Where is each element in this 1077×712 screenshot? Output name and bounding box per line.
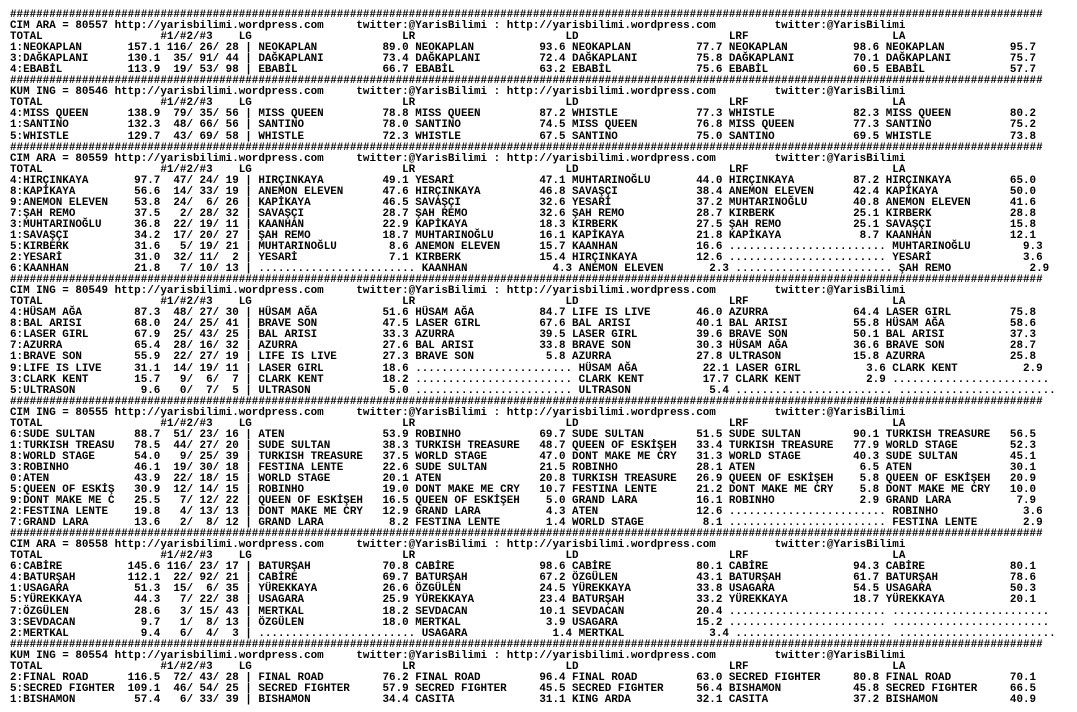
- horse-row: 1:USAGARA 51.3 15/ 6/ 35 | YÜREKKAYA 26.6 ÖZGÜLEN 24.5 YÜREKKAYA 33.8 USAGARA 54.5 USAGARA 50.3: [10, 583, 1037, 596]
- separator-line: ##############################################################################################################################################################: [10, 638, 1043, 651]
- separator-line: ##############################################################################################################################################################: [10, 141, 1043, 154]
- horse-row: 6:LASER GIRL 67.9 25/ 43/ 25 | BAL ARISI 33.3 AZURRA 39.5 LASER GIRL 39.6 BRAVE SON 50.1 BAL ARISI 37.3: [10, 329, 1037, 342]
- column-header: TOTAL #1/#2/#3 LG LR LD LRF LA: [10, 163, 906, 176]
- horse-row: 5:WHISTLE 129.7 43/ 69/ 58 | WHISTLE 72.3 WHISTLE 67.5 SANTINO 75.0 SANTINO 69.5 WHISTLE 73.8: [10, 130, 1037, 143]
- race-header: KUM ING = 80546 http://yarisbilimi.wordpress.com twitter:@YarisBilimi : http://yarisbilimi.wordpress.com twitter:@YarisBilimi: [10, 86, 906, 99]
- separator-line: ##############################################################################################################################################################: [10, 395, 1043, 408]
- horse-row: 1:SANTINO 132.3 48/ 66/ 56 | SANTINO 78.0 SANTINO 74.5 MISS QUEEN 76.8 MISS QUEEN 77.3 SANTINO 75.2: [10, 119, 1037, 132]
- race-header: KUM ING = 80554 http://yarisbilimi.wordpress.com twitter:@YarisBilimi : http://yarisbilimi.wordpress.com twitter:@YarisBilimi: [10, 649, 906, 662]
- horse-row: 7:ŞAH REMO 37.5 2/ 28/ 32 | SAVAŞÇI 28.7 ŞAH REMO 32.6 ŞAH REMO 28.7 KIRBERK 25.1 KIRBERK 28.8: [10, 207, 1037, 220]
- column-header: TOTAL #1/#2/#3 LG LR LD LRF LA: [10, 31, 906, 44]
- horse-row: 3:ROBINHO 46.1 19/ 30/ 18 | FESTINA LENTE 22.6 SUDE SULTAN 21.5 ROBINHO 28.1 ATEN 6.5 ATEN 30.1: [10, 461, 1037, 474]
- horse-row: 9:DONT MAKE ME C 25.5 7/ 12/ 22 | QUEEN OF ESKİŞEH 16.5 QUEEN OF ESKİŞEH 5.0 GRAND LARA 16.1 ROBINHO 2.9 GRAND LARA 7.9: [10, 495, 1037, 508]
- horse-row: 9:ANEMON ELEVEN 53.8 24/ 6/ 26 | KAPİKAYA 46.5 SAVAŞÇI 32.6 YESARİ 37.2 MUHTARINOĞLU 40.8 ANEMON ELEVEN 41.6: [10, 196, 1037, 209]
- horse-row: 1:BISHAMON 57.4 6/ 33/ 39 | BISHAMON 34.4 CASITA 31.1 KING ARDA 32.1 CASITA 37.2 BISHAMON 40.9: [10, 693, 1037, 706]
- column-header: TOTAL #1/#2/#3 LG LR LD LRF LA: [10, 296, 906, 309]
- horse-row: 0:ATEN 43.9 22/ 18/ 15 | WORLD STAGE 20.1 ATEN 20.8 TURKISH TREASURE 26.9 QUEEN OF ESKİŞEH 5.8 QUEEN OF ESKİŞEH 20.9: [10, 472, 1037, 485]
- race-header: CIM ARA = 80559 http://yarisbilimi.wordpress.com twitter:@YarisBilimi : http://yarisbilimi.wordpress.com twitter:@YarisBilimi: [10, 152, 906, 165]
- race-header: CIM ARA = 80557 http://yarisbilimi.wordpress.com twitter:@YarisBilimi : http://yarisbilimi.wordpress.com twitter:@YarisBilimi: [10, 20, 906, 33]
- column-header: TOTAL #1/#2/#3 LG LR LD LRF LA: [10, 660, 906, 673]
- horse-row: 5:YÜREKKAYA 44.3 7/ 22/ 38 | USAGARA 25.9 YÜREKKAYA 23.4 BATURŞAH 33.2 YÜREKKAYA 18.7 YÜREKKAYA 20.1: [10, 594, 1037, 607]
- horse-row: 1:TURKISH TREASU 78.5 44/ 27/ 20 | SUDE SULTAN 38.3 TURKISH TREASURE 48.7 QUEEN OF ESKİŞEH 33.4 TURKISH TREASURE 77.9 WORLD STAGE 52.3: [10, 439, 1037, 452]
- horse-row: 8:WORLD STAGE 54.0 9/ 25/ 39 | TURKISH TREASURE 37.5 WORLD STAGE 47.0 DONT MAKE ME CRY 31.3 WORLD STAGE 40.3 SUDE SULTAN 45.1: [10, 450, 1037, 463]
- horse-row: 4:MISS QUEEN 138.9 79/ 35/ 56 | MISS QUEEN 78.8 MISS QUEEN 87.2 WHISTLE 77.3 WHISTLE 82.3 MISS QUEEN 80.2: [10, 108, 1037, 121]
- horse-row: 2:MERTKAL 9.4 6/ 4/ 3 | ........................ USAGARA 1.4 MERTKAL 3.4 ........................ ........................: [10, 627, 1056, 640]
- horse-row: 5:KIRBERK 31.6 5/ 19/ 21 | MUHTARINOĞLU 8.6 ANEMON ELEVEN 15.7 KAANHAN 16.6 ........................ MUHTARINOĞLU 9.3: [10, 240, 1043, 253]
- column-header: TOTAL #1/#2/#3 LG LR LD LRF LA: [10, 550, 906, 563]
- horse-row: 6:CABİRE 145.6 116/ 23/ 17 | BATURŞAH 70.8 CABİRE 98.6 CABİRE 80.1 CABİRE 94.3 CABİRE 80.1: [10, 561, 1037, 574]
- horse-row: 5:SECRED FIGHTER 109.1 46/ 54/ 25 | SECRED FIGHTER 57.9 SECRED FIGHTER 45.5 SECRED FIGHTER 56.4 BISHAMON 45.8 SECRED FIGHTER 66.5: [10, 682, 1037, 695]
- horse-row: 7:GRAND LARA 13.6 2/ 8/ 12 | GRAND LARA 8.2 FESTINA LENTE 1.4 WORLD STAGE 8.1 ........................ FESTINA LENTE 2.9: [10, 517, 1043, 530]
- horse-row: 6:KAANHAN 21.8 7/ 10/ 13 | ........................ KAANHAN 4.3 ANEMON ELEVEN 2.3 ........................ ŞAH REMO 2.9: [10, 263, 1050, 276]
- horse-row: 2:YESARİ 31.0 32/ 11/ 2 | YESARİ 7.1 KIRBERK 15.4 HIRÇINKAYA 12.6 ........................ YESARİ 3.6: [10, 252, 1043, 265]
- horse-row: 2:FINAL ROAD 116.5 72/ 43/ 28 | FINAL ROAD 76.2 FINAL ROAD 96.4 FINAL ROAD 63.0 SECRED FIGHTER 80.8 FINAL ROAD 70.1: [10, 671, 1037, 684]
- column-header: TOTAL #1/#2/#3 LG LR LD LRF LA: [10, 417, 906, 430]
- horse-row: 1:SAVAŞÇI 34.2 17/ 20/ 27 | ŞAH REMO 18.7 MUHTARINOĞLU 16.1 KAPİKAYA 21.8 KAPİKAYA 8.7 KAANHAN 12.1: [10, 229, 1037, 242]
- separator-line: ##############################################################################################################################################################: [10, 9, 1043, 21]
- horse-row: 6:SUDE SULTAN 88.7 51/ 23/ 16 | ATEN 53.9 ROBINHO 69.7 SUDE SULTAN 51.5 SUDE SULTAN 90.1 TURKISH TREASURE 56.5: [10, 428, 1037, 441]
- race-header: CIM ARA = 80558 http://yarisbilimi.wordpress.com twitter:@YarisBilimi : http://yarisbilimi.wordpress.com twitter:@YarisBilimi: [10, 539, 906, 552]
- horse-row: 1:NEOKAPLAN 157.1 116/ 26/ 28 | NEOKAPLAN 89.0 NEOKAPLAN 93.6 NEOKAPLAN 77.7 NEOKAPLAN 98.6 NEOKAPLAN 95.7: [10, 42, 1037, 55]
- horse-row: 7:ÖZGÜLEN 28.6 3/ 15/ 43 | MERTKAL 18.2 SEVDACAN 10.1 SEVDACAN 20.4 ........................ ........................: [10, 605, 1050, 618]
- horse-row: 1:BRAVE SON 55.9 22/ 27/ 19 | LIFE IS LIVE 27.3 BRAVE SON 5.8 AZURRA 27.8 ULTRASON 15.8 AZURRA 25.8: [10, 351, 1037, 364]
- separator-line: ##############################################################################################################################################################: [10, 528, 1043, 541]
- horse-row: 7:AZURRA 65.4 28/ 16/ 32 | AZURRA 27.6 BAL ARISI 33.8 BRAVE SON 30.3 HÜSAM AĞA 36.6 BRAVE SON 28.7: [10, 340, 1037, 353]
- horse-row: 4:BATURŞAH 112.1 22/ 92/ 21 | CABİRE 69.7 BATURŞAH 67.2 ÖZGÜLEN 43.1 BATURŞAH 61.7 BATURŞAH 78.6: [10, 572, 1037, 585]
- race-header: CIM ING = 80549 http://yarisbilimi.wordpress.com twitter:@YarisBilimi : http://yarisbilimi.wordpress.com twitter:@YarisBilimi: [10, 285, 906, 298]
- horse-row: 4:HÜSAM AĞA 87.3 48/ 27/ 30 | HÜSAM AĞA 51.6 HÜSAM AĞA 84.7 LIFE IS LIVE 46.0 AZURRA 64.4 LASER GIRL 75.8: [10, 307, 1037, 320]
- horse-row: 8:BAL ARISI 68.0 24/ 25/ 41 | BRAVE SON 47.5 LASER GIRL 67.6 BAL ARISI 40.1 BAL ARISI 55.8 HÜSAM AĞA 58.6: [10, 318, 1037, 331]
- horse-row: 3:MUHTARINOĞLU 36.8 22/ 19/ 11 | KAANHAN 22.9 KAPİKAYA 18.3 KIRBERK 27.5 ŞAH REMO 25.1 SAVAŞÇI 15.8: [10, 218, 1037, 231]
- horse-row: 8:KAPİKAYA 56.6 14/ 33/ 19 | ANEMON ELEVEN 47.6 HIRÇINKAYA 46.8 SAVAŞÇI 38.4 ANEMON ELEVEN 42.4 KAPİKAYA 50.0: [10, 185, 1037, 198]
- horse-row: 3:SEVDACAN 9.7 1/ 8/ 13 | ÖZGÜLEN 18.0 MERTKAL 3.9 USAGARA 15.2 ........................ ........................: [10, 616, 1050, 629]
- horse-row: 5:ULTRASON 9.6 0/ 7/ 5 | ULTRASON 5.0 ........................ ULTRASON 5.4 ........................ ........................: [10, 384, 1056, 397]
- horse-row: 4:EBABİL 113.9 19/ 53/ 98 | EBABİL 66.7 EBABİL 63.2 EBABİL 75.6 EBABİL 60.5 EBABİL 57.7: [10, 64, 1037, 77]
- race-header: CIM ING = 80555 http://yarisbilimi.wordpress.com twitter:@YarisBilimi : http://yarisbilimi.wordpress.com twitter:@YarisBilimi: [10, 406, 906, 419]
- separator-line: ##############################################################################################################################################################: [10, 75, 1043, 88]
- horse-row: 2:FESTINA LENTE 19.8 4/ 13/ 13 | DONT MAKE ME CRY 12.9 GRAND LARA 4.3 ATEN 12.6 ........................ ROBINHO 3.6: [10, 506, 1043, 519]
- horse-row: 5:QUEEN OF ESKİŞ 30.9 12/ 14/ 15 | ROBINHO 19.0 DONT MAKE ME CRY 10.7 FESTINA LENTE 21.2 DONT MAKE ME CRY 5.8 DONT MAKE ME CRY 10.0: [10, 484, 1037, 497]
- horse-row: 4:HIRÇINKAYA 97.7 47/ 24/ 19 | HIRÇINKAYA 49.1 YESARİ 47.1 MUHTARINOĞLU 44.0 HIRÇINKAYA 87.2 HIRÇINKAYA 65.0: [10, 174, 1037, 187]
- horse-row: 3:CLARK KENT 15.7 9/ 6/ 7 | CLARK KENT 18.2 ........................ CLARK KENT 17.7 CLARK KENT 2.9 ........................: [10, 373, 1050, 386]
- column-header: TOTAL #1/#2/#3 LG LR LD LRF LA: [10, 97, 906, 110]
- separator-line: ##############################################################################################################################################################: [10, 274, 1043, 287]
- horse-row: 3:DAĞKAPLANI 130.1 35/ 91/ 44 | DAĞKAPLANI 73.4 DAĞKAPLANI 72.4 DAĞKAPLANI 75.8 DAĞKAPLANI 70.1 DAĞKAPLANI 75.7: [10, 53, 1037, 66]
- horse-row: 9:LIFE IS LIVE 31.1 14/ 19/ 11 | LASER GIRL 18.6 ........................ HÜSAM AĞA 22.1 LASER GIRL 3.6 CLARK KENT 2.9: [10, 362, 1043, 375]
